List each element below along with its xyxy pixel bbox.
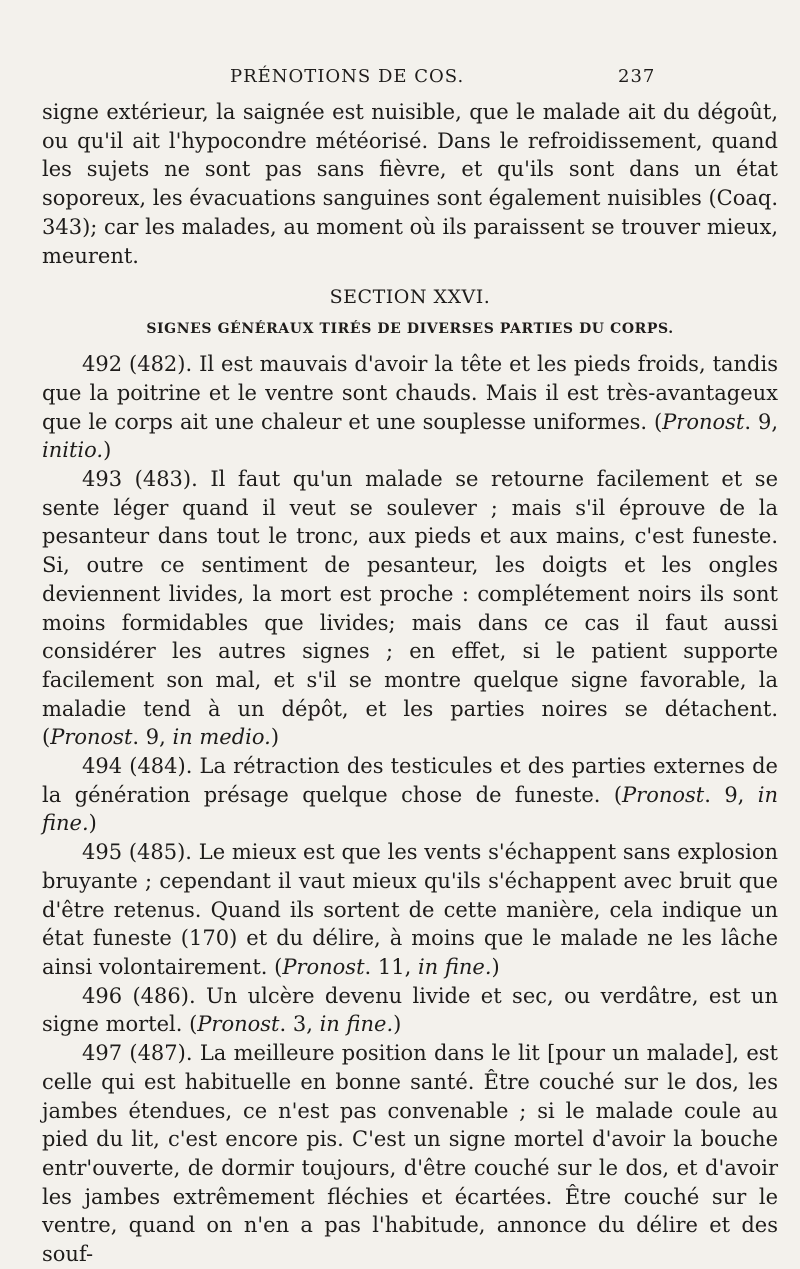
paragraph-496 [42, 982, 778, 1039]
reference-close: ) [393, 1012, 402, 1037]
reference-work: Pronost [662, 409, 745, 434]
reference-locator: . 11, [364, 954, 418, 979]
reference-close: ) [491, 954, 500, 979]
reference-locator: . 9, [704, 782, 758, 807]
paragraph-text: Un ulcère devenu livide et sec, ou verdâtre, est un signe mortel. ( [42, 983, 778, 1037]
reference-locator: . 9, [744, 409, 779, 434]
paragraph-494 [42, 752, 778, 838]
paragraph-493 [42, 465, 778, 752]
reference-locator: . 3, [279, 1012, 320, 1037]
section-subheading: SIGNES GÉNÉRAUX TIRÉS DE DIVERSES PARTIES DU CORPS. [146, 321, 674, 338]
reference-close: ) [270, 725, 280, 750]
reference-work: Pronost [622, 782, 705, 807]
reference-work: Pronost [282, 954, 365, 979]
reference-close: ) [88, 811, 97, 836]
reference-work: Pronost [50, 725, 133, 750]
paragraph-text: Il est mauvais d'avoir la tête et les pieds froids, tandis que la poitrine et le ventre sont chauds. Mais il est très-avantageux que le corps ait une chaleur et une souplesse uniformes. ( [42, 352, 778, 434]
paragraph-number: 494 (484). [82, 754, 193, 779]
paragraph-number: 495 (485). [82, 840, 192, 865]
body-text [42, 98, 778, 1269]
reference-position: initio. [42, 438, 104, 463]
paragraph-number: 496 (486). [82, 983, 196, 1008]
continuation-paragraph: signe extérieur, la saignée est nuisible, que le malade ait du dégoût, ou qu'il ait l'hypocondre météorisé. Dans le refroidissement, quand les sujets ne sont pas sans fièvre, et qu'ils sont dans un état soporeux, les évacuations sanguines sont également nuisibles (Coaq. 343); car les malades, au moment où ils paraissent se trouver mieux, meurent. [42, 100, 779, 268]
reference-work: Pronost [197, 1012, 280, 1037]
paragraph-492 [42, 350, 778, 465]
reference-position: in medio. [172, 725, 271, 750]
paragraph-number: 493 (483). [82, 467, 198, 492]
reference-position: in fine. [42, 782, 778, 836]
reference-position: in fine. [417, 954, 492, 979]
section-heading: SECTION XXVI. [329, 286, 491, 309]
reference-locator: . 9, [132, 725, 173, 750]
paragraph-number: 492 (482). [82, 352, 193, 377]
paragraph-text: La meilleure position dans le lit [pour un malade], est celle qui est habituelle en bonne santé. Être couché sur le dos, les jambes étendues, ce n'est pas convenable ; si le malade coule au pied du lit, c'est encore pis. C'est un signe mortel d'avoir la bouche entr'ouverte, de dormir toujours, d'être couché sur le dos, et d'avoir les jambes extrêmement fléchies et écartées. Être couché sur le ventre, quand on n'en a pas l'habitude, annonce du délire et des souf- [42, 1041, 778, 1267]
running-title: PRÉNOTIONS DE COS. [230, 66, 465, 87]
paragraph-497 [42, 1039, 778, 1269]
reference-position: in fine. [319, 1012, 394, 1037]
paragraph-text: Il faut qu'un malade se retourne facilement et se sente léger quand il veut se soulever ; mais s'il éprouve de la pesanteur dans tout le tronc, aux pieds et aux mains, c'est funeste. Si, outre ce sentiment de pesanteur, les doigts et les ongles deviennent livides, la mort est proche : complétement noirs ils sont moins formidables que livides; mais dans ce cas il faut aussi considérer les autres signes ; en effet, si le patient supporte facilement son mal, et s'il se montre quelque signe favorable, la maladie tend à un dépôt, et les parties noires se détachent. ( [42, 467, 778, 750]
paragraph-number: 497 (487). [82, 1041, 193, 1066]
reference-close: ) [103, 438, 112, 463]
running-head [0, 66, 800, 96]
paragraph-text: Le mieux est que les vents s'échappent sans explosion bruyante ; cependant il vaut mieux qu'ils s'échappent avec bruit que d'être retenus. Quand ils sortent de cette manière, cela indique un état funeste (170) et du délire, à moins que le malade ne les lâche ainsi volontairement. ( [42, 840, 778, 979]
paragraph-495 [42, 838, 778, 982]
page-number: 237 [618, 66, 656, 87]
paragraph-text: La rétraction des testicules et des parties externes de la génération présage quelque chose de funeste. ( [42, 754, 778, 807]
